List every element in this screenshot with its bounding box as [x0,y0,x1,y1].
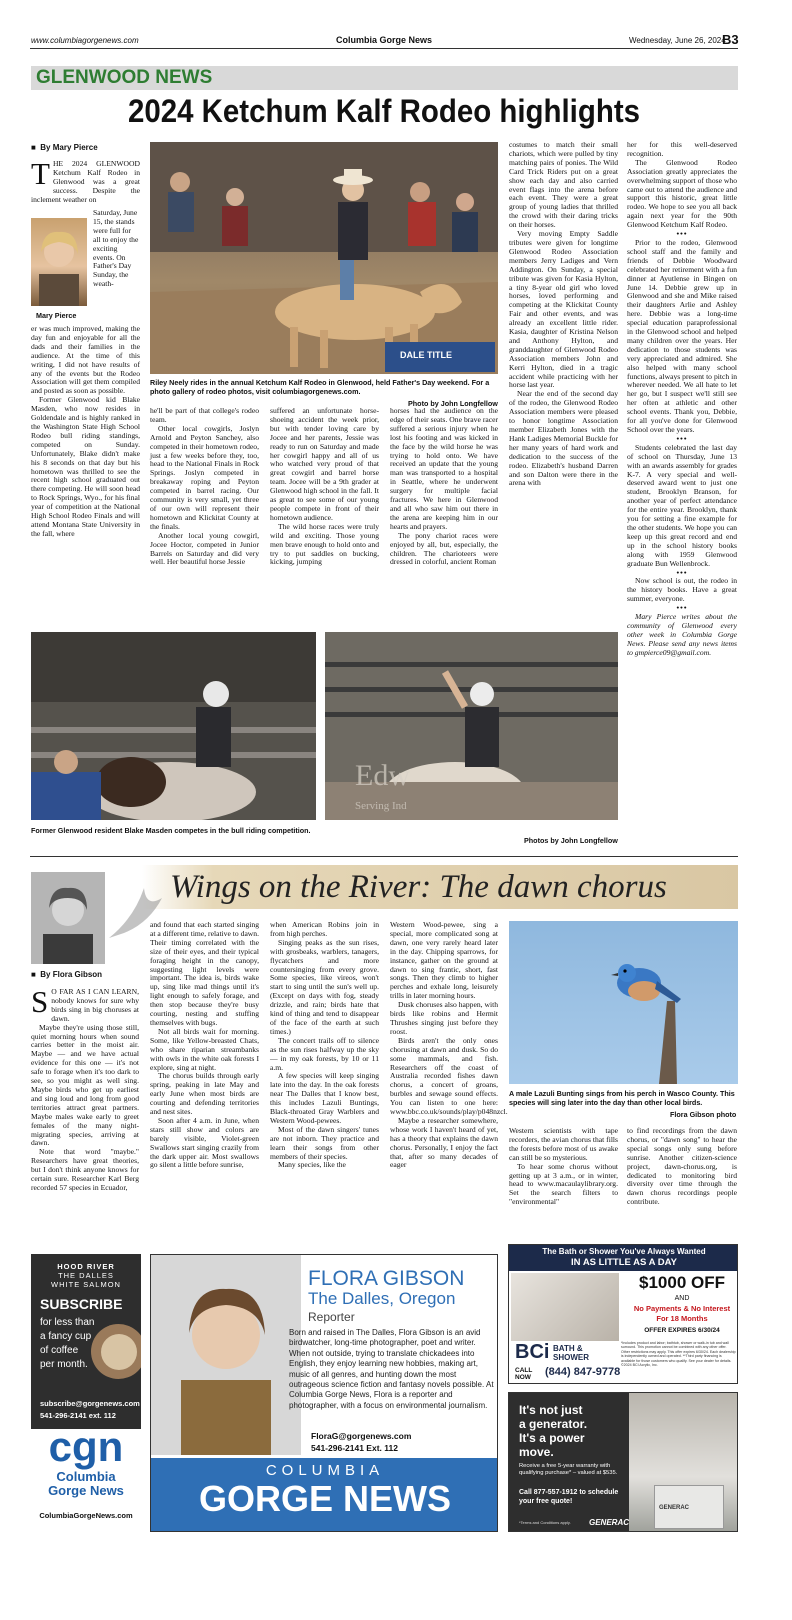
wings-c2-p3: The chorus builds through early spring, peaking in late May and early June when most birds are courting and defending territories and nest sites. [150,1071,259,1117]
reporter-photo [151,1255,301,1455]
generac-call[interactable]: Call 877-557-1912 to schedule your free quote! [519,1489,619,1505]
wings-c3-p3: The concert trails off to silence as the sun rises halfway up the sky — in my oak forests, by 10 or 11 a.m. [270,1035,379,1072]
cgn-logo: cgn [48,1423,124,1470]
wings-dropcap: S [31,984,49,1019]
bath-photo [511,1273,619,1341]
subscribe-city-1: HOOD RIVER [57,1262,115,1271]
headline: 2024 Ketchum Kalf Rodeo highlights [127,93,640,129]
rodeo-tagline: Mary Pierce writes about the community of Glenwood every other week in Columbia Gorge News. Please send any news items to gmpierce09@gmail.com. [627,612,737,657]
wings-col4 [390,920,508,1170]
photo1-caption: Riley Neely rides in the annual Ketchum Kalf Rodeo in Glenwood, held Father's Day weekend. For a photo gallery of rodeo photos, visit columbiagorgenews.com. [150,378,490,396]
header-date: Wednesday, June 26, 2024 [629,36,726,45]
subscribe-heading: SUBSCRIBE [40,1296,123,1312]
wings-byline: ■ By Flora Gibson [31,970,103,979]
wings-c2-p1: and found that each started singing at a different time, relative to dawn. Their timing correlated with the size of their eyes, and their typical foraging height in the canopy, suggesting light levels were important. The idea is, birds wake up, sing like mad things until it's light enough to safely forage, and then stop because they're busy courting, nesting and stuffing themselves with bugs. [150,920,259,1027]
rodeo-c5-p3: Near the end of the second day of the rodeo, the Glenwood Rodeo Association members were pleased to honor longtime Association member Elizabeth Jones with the Hank Ladiges Memorial Buckle for her many years of hard work and dedication to the success of the rodeo. Elizabeth's husband Darren and son Dalton were there in the arena with [509,389,618,488]
bci-logo-text: BATH & [553,1344,583,1353]
photo1-credit: Photo by John Longfellow [408,399,498,408]
wings-c4-p3: Birds aren't the only ones chorusing at dawn and dusk. So do some mammals, and fish. Researchers off the coast of Australia recorded fishes dawn chorus, a concert of groans, burbles and sewage sound effects. You can listen to one here: www.bbc.co.uk/sounds/play/p048nzcl. [390,1035,508,1117]
reporter-brand-top: COLUMBIA [265,1462,385,1479]
rodeo-col4 [390,407,498,567]
bath-top-text-2: IN AS LITTLE AS A DAY [571,1257,677,1268]
rodeo-c4-p1: horses had the audience on the edge of their seats. One brave racer suffered a serious injury when he lost his footing and was kicked in the face by the wild horse he was trying to hold onto. We have received an update that the young man was transported to a hospital in Seattle, where he underwent surgery for multiple facial fractures. We here in Glenwood and all who saw him out there in the arena are keeping him in our hearts and prayers. [390,406,498,531]
bull-photo-left [31,632,316,820]
rodeo-col2 [150,407,259,567]
bath-ad[interactable] [508,1244,738,1384]
wings-c3-p6: Many species, like the [278,1160,346,1170]
portrait-figure [31,218,87,306]
bath-expires: OFFER EXPIRES 6/30/24 [644,1327,720,1334]
bci-logo: BCi [515,1341,550,1363]
portrait-figure [31,872,105,964]
rodeo-c6-p3: Prior to the rodeo, Glenwood school staff and the family and friends of Debbie Woodward celebrated her retirement with a fun dinner at Ayutlense in Bingen on June 14. Debbie grew up in Glenwood and she and Mike raised their daughters Arlie and Ashley here. Debbie was a long-time special education paraprofessional in the Glenwood school and helped many children over the years. Her dedication to those students was very appreciated and admired. She also helped with many school functions, always present to pitch in wherever needed. We all hate to let her go, but I suspect we'll still see her often at athletic and other school events. Thank you, Debbie, for all you've done for Glenwood School over the years. [627,237,737,434]
bath-top-text: The Bath or Shower You've Always Wanted [542,1247,706,1256]
reporter-city: The Dalles, Oregon [308,1289,456,1308]
rodeo-byline-text: By Mary Pierce [40,143,98,152]
wings-title: Wings on the River: The dawn chorus [170,869,667,905]
rodeo-c6-p5: Now school is out, the rodeo in the history books. Have a great summer, everyone. [627,576,737,604]
separator-bullets: ••• [676,229,688,239]
mary-pierce-photo [31,218,87,306]
wings-col2 [150,921,259,1170]
wings-c4-p2: Dusk choruses also happen, with birds like robins and Hermit Thrushes singing just before they roost. [390,1000,498,1036]
separator-bullets: ••• [676,603,688,613]
rodeo-col3 [270,407,379,567]
bath-offer: $1000 OFF [639,1273,725,1292]
subscribe-line: per month. [40,1359,88,1370]
wings-col6 [627,1127,737,1207]
riley-neely-photo [150,142,498,374]
reporter-name: FLORA GIBSON [308,1267,465,1290]
wings-c2-p2: Not all birds wait for morning. Some, like Yellow-breasted Chats, who share riparian streambanks with owls in the white oak forests I explore, sing at night. [150,1026,259,1072]
generator-unit-label: GENERAC [659,1505,690,1511]
rodeo-c4-p2: The pony chariot races were enjoyed by all, but, especially, the children. The charioteers were dressed in colorful, ancient Roman [390,530,498,567]
section-title: GLENWOOD NEWS [36,67,213,88]
photo1-banner-text: DALE TITLE [400,350,452,360]
subscribe-line: a fancy cup [40,1331,92,1342]
reporter-email[interactable]: FloraG@gorgenews.com [311,1431,412,1441]
subscribe-line: of coffee [40,1345,79,1356]
rodeo-c6-p2: The Glenwood Rodeo Association greatly appreciates the overwhelming support of those who came out to attend the audience and support this historic, great little rodeo. We hope to see you all back again next year for the 90th Glenwood Ketchum Kalf Rodeo. [627,157,737,230]
wings-c1-p3: Note that word "maybe." Researchers have great theories, but I don't think anyone knows for certain sure. Researcher Karl Berg recorded 57 species in Ecuador, [31,1147,139,1192]
generac-headline-4: move. [519,1445,554,1459]
wings-col3 [270,921,379,1170]
rodeo-col1-side: Saturday, June 15, the stands were full for all to enjoy the exciting events. On Father's Day Sunday, the weath- [93,208,139,289]
header-paper: Columbia Gorge News [336,35,433,45]
rodeo-c6-p1: her for this well-deserved recognition. [627,140,737,158]
reporter-role: Reporter [308,1310,355,1324]
wings-c2-p4: Soon after 4 a.m. in June, when stars still show and colors are barely visible, Violet-green Swallows start singing crazily from the dark upper air. Most swallows go silent a little before sunrise, [150,1115,259,1170]
rodeo-p1: er was much improved, making the day fun and enjoyable for all the dads and their families in the audience. At the time of this writing, I did not have results of any of the events but the Rodeo Association will get them compiled and posted as soon as possible. [31,324,140,396]
bull-photo-right [325,632,618,820]
separator-bullets: ••• [676,433,688,443]
bull-credit: Photos by John Longfellow [524,836,618,845]
generac-offer: Receive a free 5-year warranty with qualifying purchase* – valued at $535. [519,1463,618,1476]
cgn-logo-sub: Gorge News [48,1483,124,1498]
wings-c6-p1: to find recordings from the dawn chorus, or "dawn song" to hear the special songs only sung before sunrise. Another citizen-science project, dawn-chorus.org, is dedicated to monitoring bird diversity over time through the dawn chorus recordings people contribute. [627,1126,737,1207]
subscribe-line: for less than [40,1317,95,1328]
rodeo-intro: HE 2024 GLENWOOD Ketchum Kalf Rodeo in Glenwood was a great success. Despite the inclement weather on [31,159,140,204]
subscribe-phone[interactable]: 541-296-2141 ext. 112 [40,1411,116,1420]
bath-no-payments: No Payments & No Interest [633,1304,731,1313]
mary-pierce-caption: Mary Pierce [36,311,77,320]
reporter-ad [150,1254,498,1532]
bull-caption: Former Glenwood resident Blake Masden competes in the bull riding competition. [31,826,311,835]
bath-fine-print: *Includes product and labor; bathtub, shower or walk-in tub and wall surround. This promotion cannot be combined with any other offer. Other restrictions may apply. This offer expires 6/30/24. Each dealership is independently owned and operated. **Third party financing is available for those customers who qualify. See your dealer for details. ©2024 BCI Acrylic, Inc. [621,1341,736,1368]
header-page: B3 [722,32,739,47]
rodeo-c6-p4: Students celebrated the last day of school on Thursday, June 13 with an awards assembly for grades K-7. A very special and well-deserved award went to just one student, Brooklyn Branson, for another year of perfect attendance for the entire year. Brooklyn, thank you for setting a fine example for the other students. We hope you can keep up this great record and end up in the school history books along with 1959 Glenwood graduate Bun Wellenbrock. [627,442,737,568]
bull-banner-text-2: Serving Ind [355,800,407,812]
bird-credit: Flora Gibson photo [670,1110,737,1119]
section-divider [30,856,738,857]
generac-headline-1: It's not just [519,1403,583,1417]
wings-c3-p5: Most of the dawn singers' tunes are not inborn. They practice and learn their songs from other members of their species. [270,1124,379,1161]
rodeo-dropcap: T [31,156,50,191]
reporter-bio: Born and raised in The Dalles, Flora Gibson is an avid birdwatcher, long-time photographer, poet and writer. When not outside, trying to translate chickadees into English, they enjoy learning new hobbies, making art, music of all genres, and hunting down the most outrageous science fiction and fantasy novels possible. At Columbia Gorge News, Flora is a reporter and photographer, with a focus on environmental journalism. [289,1328,494,1410]
rodeo-col1-top [31,156,140,205]
wings-byline-text: By Flora Gibson [40,970,103,979]
rodeo-c2-p2: Other local cowgirls, Joslyn Arnold and Peyton Sanchey, also competed in their hometown rodeo, just a few weeks before they, too, head to the National Finals in Rock Springs. Joslyn competed in breakaway roping and Peyton competed in barrel racing. Our community is very small, yet three of our own will represent their hometown and Klickitat County at the finals. [150,423,259,531]
bath-call-label: CALL NOW [515,1367,533,1381]
wings-col5 [509,1127,618,1207]
cgn-site-link[interactable]: ColumbiaGorgeNews.com [39,1511,133,1520]
portrait-figure [151,1255,301,1455]
bath-months: For 18 Months [656,1314,708,1323]
wings-c4-p1: Western Wood-pewee, sing a special, more complicated song at dawn, one very rarely heard later in the day. Chipping sparrows, for instance, gather on the ground at dawn to sing frantic, short, fast songs. Then they climb to higher perches and exhale long, leisurely trills in later morning hours. [390,920,498,1001]
wings-c3-p1: when American Robins join in from high perches. [270,920,379,938]
flora-gibson-photo [31,872,105,964]
bath-and: AND [674,1295,690,1302]
subscribe-city-2: THE DALLES [58,1271,114,1280]
reporter-brand: GORGE NEWS [198,1478,452,1519]
rodeo-col6 [627,141,737,658]
header-url[interactable]: www.columbiagorgenews.com [31,36,139,45]
rodeo-c5-p2: Very moving Empty Saddle tributes were given for longtime Glenwood Rodeo Association members Jerry Ladiges and Vern Addington. On Sunday, a special tribute was given for Kasia Hylton, a tiny 8-year old girl who loved horses, loved performing and competing at the Klickitat County Fair and other events, and was already an excellent little rider. Kasia, daughter of Kristina Nelson and Anthony Hylton, and granddaughter of Glenwood Rodeo Association members John and Kerri Hylton, died in a tragic accident while practicing with her horse last year. [509,229,618,390]
wings-col1 [31,984,139,1193]
generac-headline-2: a generator. [519,1417,588,1431]
bath-phone[interactable]: (844) 847-9778 [545,1366,621,1378]
subscribe-ad[interactable] [31,1254,141,1532]
rodeo-c2-p1: he'll be part of that college's rodeo team. [150,406,259,424]
generac-logo: GENERAC [589,1518,630,1527]
lazuli-bunting-photo [509,921,738,1084]
bird-illustration [509,921,738,1084]
rodeo-c2-p3: Another local young cowgirl, Jocee Hoctor, competed in Junior Barrels on Saturday and did very well. Her beautiful horse Jessie [150,530,259,567]
subscribe-city-3: WHITE SALMON [51,1280,121,1289]
subscribe-email[interactable]: subscribe@gorgenews.com [40,1399,140,1408]
bci-logo-text: SHOWER [553,1353,589,1362]
wings-c1-p1: O FAR AS I CAN LEARN, nobody knows for sure why birds sing in big choruses at dawn. [51,987,139,1023]
header-rule [30,48,738,49]
generac-fine-print: *Terms and Conditions apply. [519,1520,571,1525]
wings-c1-p2: Maybe they're using those still, quiet morning hours when sound carries better in the moist air. Maybe — and we have actual evidence for this one — it's not safe to forage when it's too dark to see, so you might as well sing. Maybe birds who get up earliest and sing loud and long from good territories attract great partners. Maybe males wake early to greet females of the many night-migrating species, arriving at dawn. [31,1022,139,1148]
rodeo-col5 [509,141,618,488]
latte-art-icon [101,1334,137,1370]
reporter-phone[interactable]: 541-296-2141 Ext. 112 [311,1443,398,1453]
rodeo-col1-rest [31,325,140,539]
rodeo-byline: ■ By Mary Pierce [31,143,98,152]
generac-headline-3: It's a power [519,1431,585,1445]
rodeo-c3-p1: suffered an unfortunate horse-shoeing accident the week prior, but with tender loving care by Jocee and her parents, Jessie was ready to run on Saturday and made her cowgirl happy and all of us who watched very proud of that great cowgirl and barrel horse team. Jocee will be a 9th grader at Glenwood high school in the fall. It as great to see some of our young people compete in front of their hometown audience. [270,406,379,522]
generac-ad[interactable] [508,1392,738,1532]
wings-c4-p4: Maybe a researcher somewhere, whose work I haven't heard of yet, has a theory that explains the dawn chorus. Personally, I enjoy the fact that, after so many decades of eager [390,1115,498,1170]
wings-c3-p2: Singing peaks as the sun rises, with grosbeaks, warblers, tanagers, flycatchers and more countersinging from every grove. Some species, like vireos, won't start to sing until the sun's well up. (Except on days with fog, steady drizzle, and rain; birds hate that kind of thing and tend to disappear of the face of the earth at such times.) [270,937,379,1036]
wings-c5-p2: To hear some chorus without getting up at 3 a.m., or in winter, head to www.macaulaylibrary.org. Set the search filters to "environmental" [509,1161,618,1207]
separator-bullets: ••• [676,567,688,577]
bull-rider-illustration [31,632,316,820]
bird-caption: A male Lazuli Bunting sings from his perch in Wasco County. This species will sing later into the day than other local birds. [509,1089,735,1107]
rodeo-rider-illustration [150,142,498,374]
rodeo-c5-p1: costumes to match their small chariots, which were pulled by tiny matching pairs of ponies. The Wild Card Trick Riders put on a great show each day and also carried event flags into the arena before each event. They were a great group of young ladies that thrilled the crowd with their daring tricks on their horses. [509,140,618,230]
cgn-logo-sub: Columbia [56,1469,116,1484]
wings-c5-p1: Western scientists with tape recorders, the avian chorus that fills the forests before most of us awake can still be so mysterious. [509,1126,618,1162]
rodeo-p2: Former Glenwood kid Blake Masden, who now resides in Goldendale and is highly ranked in the Washington State High School Rodeo bull riding standings, competed on Sunday. Unfortunately, Blake didn't make his 8 seconds on that day but his hometown was thrilled to see the recent high school graduated out there competing. He will soon head to Rock Springs, Wyo., for his final year of competition at the National High School Rodeo Finals and will attend Montana State University in the fall, where [31,395,140,538]
wings-c3-p4: A few species will keep singing late into the day. In the oak forests near The Dalles that I know best, this includes Lazuli Buntings, Black-throated Gray Warblers and Western Wood-pewees. [270,1071,379,1125]
rodeo-c3-p2: The wild horse races were truly wild and exciting. Those young men brave enough to hold onto and try to put saddles on bucking, kicking, jumping [270,521,379,567]
bull-banner-text: Edw [355,759,410,792]
